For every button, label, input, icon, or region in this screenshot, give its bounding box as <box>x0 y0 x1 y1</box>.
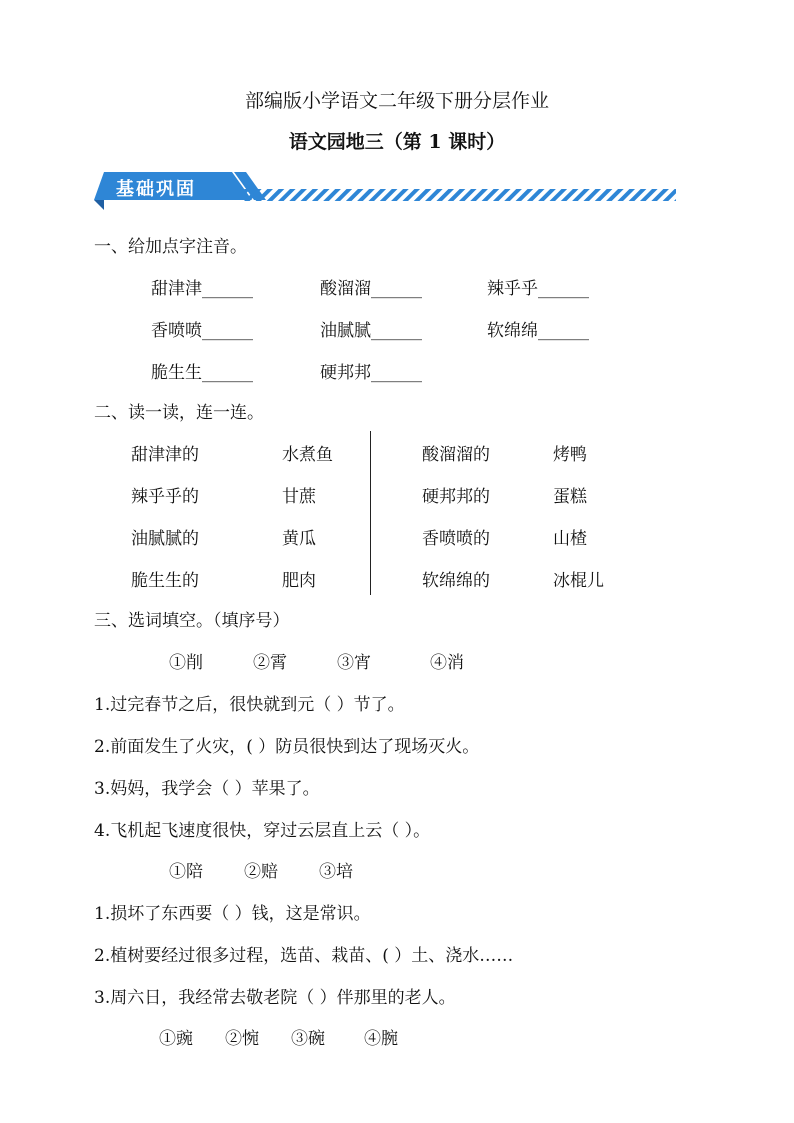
match-right-food: 冰棍儿 <box>553 571 604 591</box>
banner-label: 基础巩固 <box>116 179 196 200</box>
choice-option: ①豌 <box>159 1029 193 1049</box>
pinyin-item: 软绵绵______ <box>487 321 589 341</box>
match-right-food: 烤鸭 <box>553 445 587 465</box>
match-left-food: 甘蔗 <box>282 487 316 507</box>
choice-option: ①陪 <box>169 862 203 882</box>
choice-option: ③宵 <box>337 653 371 673</box>
pinyin-item: 甜津津______ <box>151 279 253 299</box>
fill-question: 2.前面发生了火灾，( ）防员很快到达了现场灭火。 <box>94 737 480 757</box>
page-title: 部编版小学语文二年级下册分层作业 <box>244 90 549 112</box>
fill-question: 1.过完春节之后，很快就到元（ ）节了。 <box>94 695 405 715</box>
section-banner <box>94 170 676 214</box>
match-left-phrase: 脆生生的 <box>131 571 199 591</box>
match-right-food: 蛋糕 <box>553 487 587 507</box>
match-left-food: 肥肉 <box>282 571 316 591</box>
fill-question: 1.损坏了东西要（ ）钱，这是常识。 <box>94 904 371 924</box>
pinyin-item: 辣乎乎______ <box>487 279 589 299</box>
choice-option: ②惋 <box>225 1029 259 1049</box>
choice-option: ④腕 <box>364 1029 398 1049</box>
match-left-phrase: 油腻腻的 <box>131 529 199 549</box>
lesson-subtitle: 语文园地三（第 1 课时） <box>288 131 506 153</box>
choice-option: ②赔 <box>244 862 278 882</box>
choice-option: ②霄 <box>253 653 287 673</box>
pinyin-item: 香喷喷______ <box>151 321 253 341</box>
fill-question: 4.飞机起飞速度很快，穿过云层直上云（ ）。 <box>94 821 431 841</box>
choice-option: ④消 <box>430 653 464 673</box>
pinyin-item: 油腻腻______ <box>320 321 422 341</box>
match-left-food: 水煮鱼 <box>282 445 333 465</box>
match-left-phrase: 甜津津的 <box>131 445 199 465</box>
choice-option: ③碗 <box>291 1029 325 1049</box>
pinyin-item: 酸溜溜______ <box>320 279 422 299</box>
match-right-food: 山楂 <box>553 529 587 549</box>
column-divider <box>370 431 371 595</box>
match-right-phrase: 硬邦邦的 <box>422 487 490 507</box>
match-right-phrase: 酸溜溜的 <box>422 445 490 465</box>
section1-heading: 一、给加点字注音。 <box>94 237 247 257</box>
pinyin-item: 脆生生______ <box>151 363 253 383</box>
match-left-food: 黄瓜 <box>282 529 316 549</box>
fill-question: 3.妈妈，我学会（ ）苹果了。 <box>94 779 320 799</box>
fill-question: 2.植树要经过很多过程，选苗、栽苗、( ）土、浇水…… <box>94 946 514 966</box>
match-right-phrase: 软绵绵的 <box>422 571 490 591</box>
fill-question: 3.周六日，我经常去敬老院（ ）伴那里的老人。 <box>94 988 456 1008</box>
choice-option: ③培 <box>319 862 353 882</box>
match-right-phrase: 香喷喷的 <box>422 529 490 549</box>
section2-heading: 二、读一读，连一连。 <box>94 403 264 423</box>
section3-heading: 三、选词填空。（填序号） <box>94 611 290 631</box>
pinyin-item: 硬邦邦______ <box>320 363 422 383</box>
choice-option: ①削 <box>169 653 203 673</box>
match-left-phrase: 辣乎乎的 <box>131 487 199 507</box>
